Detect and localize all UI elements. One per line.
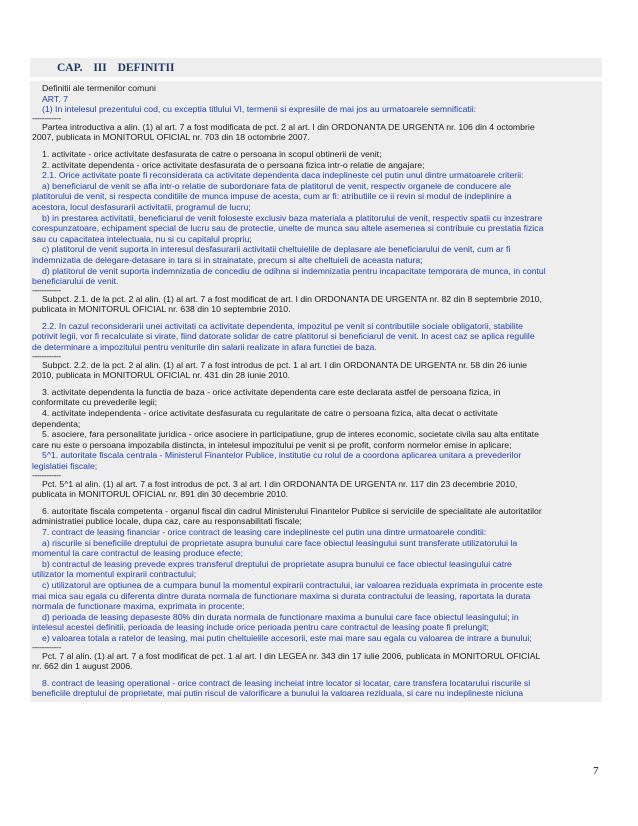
text-line: acestora, locul desfasurarii activitatii, programul de lucru; <box>32 201 251 212</box>
text-line: e) valoarea totala a ratelor de leasing, mai putin cheltuielile accesorii, este mai mare sau egala cu valoarea de intrare a bunului; <box>42 632 532 643</box>
text-line: c) utilizatorul are optiunea de a cumpara bunul la momentul expirarii contractului, iar valoarea reziduala exprimata in procente este <box>42 579 543 590</box>
text-line: Subpct. 2.1. de la pct. 2 al alin. (1) al art. 7 a fost modificat de art. I din ORDONANTA DE URGENTA nr. 82 din 8 septembrie 2010, <box>42 293 542 304</box>
text-line: b) in prestarea activitatii, beneficiarul de venit foloseste exclusiv baza materiala a platitorului de venit, respectiv spatii cu inzestrare <box>42 212 543 223</box>
text-line: Definitii ale termenilor comuni <box>42 83 156 93</box>
text-line: momentul la care contractul de leasing produce efecte; <box>32 548 244 559</box>
text-line: nr. 662 din 1 august 2006. <box>32 661 133 672</box>
text-line: Pct. 5^1 al alin. (1) al art. 7 a fost introdus de pct. 3 al art. I din ORDONANTA DE URGENTA nr. 117 din 23 decembrie 2010, <box>42 478 518 489</box>
text-line: publicata in MONITORUL OFICIAL nr. 638 din 10 septembrie 2010. <box>32 304 291 315</box>
text-line: b) contractul de leasing prevede expres transferul dreptului de proprietate asupra bunului ce face obiectul leasingului catre <box>42 558 512 569</box>
page-number: 7 <box>593 765 599 777</box>
text-line: indemnizatia de delegare-detasare in tara si in strainatate, precum si alte cheltuieli de aceasta natura; <box>32 254 423 265</box>
text-line: 7. contract de leasing financiar - orice contract de leasing care indeplineste cel putin una dintre urmatoarele conditii: <box>42 526 487 537</box>
text-line: 2007, publicata in MONITORUL OFICIAL nr. 703 din 18 octombrie 2007. <box>32 132 310 143</box>
text-line: 8. contract de leasing operational - orice contract de leasing incheiat intre locator si locatar, care transfera locatarului riscurile si <box>42 677 531 688</box>
separator-line: ------------ <box>32 350 61 361</box>
text-line: 2.1. Orice activitate poate fi reconsiderata ca activitate dependenta daca indeplineste cel putin unul dintre urmatoarele criterii: <box>42 170 524 181</box>
text-line: Subpct. 2.2. de la pct. 2 al alin. (1) al art. 7 a fost introdus de pct. 1 al art. I din ORDONANTA DE URGENTA nr. 58 din 26 iunie <box>42 359 527 370</box>
text-line: 4. activitate independenta - orice activitate desfasurata cu regularitate de catre o persoana fizica, alta decat o activitate <box>42 408 498 419</box>
chapter-header <box>30 58 602 77</box>
text-line: sau cu capacitatea intelectuala, nu si cu capitalul propriu; <box>32 233 252 244</box>
separator-line: ------------ <box>32 284 61 295</box>
text-line: d) perioada de leasing depaseste 80% din durata normala de functionare maxima a bunului care face obiectul leasingului; in <box>42 611 519 622</box>
text-line: de determinare a impozitului pentru veniturile din salarii realizate in afara functiei de baza. <box>32 342 377 353</box>
text-line: mai mica sau egala cu diferenta dintre durata normala de functionare maxima si durata contractului de leasing, raportata la durata <box>32 590 531 601</box>
chapter-title: CAP. III DEFINITII <box>57 62 175 74</box>
text-line: publicata in MONITORUL OFICIAL nr. 891 din 30 decembrie 2010. <box>32 489 289 500</box>
text-line: intelesul acestei definitii, perioada de leasing include orice perioada pentru care contractul de leasing poate fi prelungit; <box>32 622 489 633</box>
separator-line: ------------ <box>32 112 61 123</box>
text-line: 3. activitate dependenta la functia de baza - orice activitate dependenta care este declarata astfel de persoana fizica, in <box>42 386 501 397</box>
text-line: 6. autoritate fiscala competenta - organul fiscal din cadrul Ministerului Finantelor Publice si serviciile de specialitate ale autoritatilor <box>42 505 542 516</box>
text-line: ART. 7 <box>42 93 68 104</box>
text-line: 2. activitate dependenta - orice activitate desfasurata de o persoana fizica intr-o relatie de angajare; <box>42 159 425 170</box>
text-line: a) beneficiarul de venit se afla intr-o relatie de subordonare fata de platitorul de venit, respectiv organele de conducere ale <box>42 180 511 191</box>
text-line: Pct. 7 al alin. (1) al art. 7 a fost modificat de pct. 1 al art. I din LEGEA nr. 343 din 17 iulie 2006, publicata in MONITORUL OFICIAL <box>42 650 541 661</box>
separator-line: ------------ <box>32 641 61 652</box>
text-line: corespunzatoare, echipament special de lucru sau de protectie, unelte de munca sau altele asemenea si contribuie cu prestatia fizica <box>32 223 544 234</box>
text-line: potrivit legii, vor fi recalculate si virate, fiind datorate solidar de catre platitorul si beneficiarul de venit. In acest caz se aplica regulile <box>32 331 535 342</box>
separator-line: ------------ <box>32 469 61 480</box>
text-line: beneficiarului de venit. <box>32 276 119 287</box>
text-line: c) platitorul de venit suporta in interesul desfasurarii activitatii cheltuielile de deplasare ale beneficiarului de venit, cum ar fi <box>42 244 511 255</box>
article-body <box>30 81 602 702</box>
text-line: 2010, publicata in MONITORUL OFICIAL nr. 431 din 28 iunie 2010. <box>32 370 291 381</box>
text-line: 5^1. autoritate fiscala centrala - Ministerul Finantelor Publice, institutie cu rolul de a coordona aplicarea unitara a prevederilor <box>42 450 522 461</box>
document-page <box>30 58 602 702</box>
text-line: dependenta; <box>32 418 81 429</box>
text-line: (1) In intelesul prezentului cod, cu exceptia titlului VI, termenii si expresiile de mai jos au urmatoarele semnificatii: <box>42 104 477 115</box>
text-line: conformitate cu prevederile legii; <box>32 397 158 408</box>
text-line: beneficiile dreptului de proprietate, mai putin riscul de valorificare a bunului la valoarea reziduala, si care nu indeplineste niciuna <box>32 688 524 699</box>
text-line: 1. activitate - orice activitate desfasurata de catre o persoana in scopul obtinerii de venit; <box>42 148 382 159</box>
text-line: legislatiei fiscale; <box>32 461 98 471</box>
text-line: d) platitorul de venit suporta indemnizatia de concediu de odihna si indemnizatia pentru incapacitate temporara de munca, in contul <box>42 265 546 276</box>
text-line: platitorului de venit, si respecta conditiile de munca impuse de acesta, cum ar fi: atributiile ce ii revin si modul de indeplinire a <box>32 191 512 202</box>
text-line: care nu este o persoana impozabila distincta, in intelesul impozitului pe venit si pe profit, conform normelor emise in aplicare; <box>32 439 512 450</box>
text-line: 5. asociere, fara personalitate juridica - orice asociere in participatiune, grup de interes economic, societate civila sau alta entitate <box>42 429 539 440</box>
text-line: a) riscurile si beneficiile dreptului de proprietate asupra bunului care face obiectul leasingului sunt transferate utilizatorului la <box>42 537 518 548</box>
text-line: utilizator la momentul expirarii contractului; <box>32 569 197 580</box>
text-line: administratiei publice locale, dupa caz, care au responsabilitati fiscale; <box>32 516 302 527</box>
text-line: Partea introductiva a alin. (1) al art. 7 a fost modificata de pct. 2 al art. I din ORDONANTA DE URGENTA nr. 106 din 4 octombrie <box>42 121 535 132</box>
text-line: 2.2. In cazul reconsiderarii unei activitati ca activitate dependenta, impozitul pe venit si contributiile sociale obligatorii, stabilite <box>42 320 523 331</box>
text-line: normala de functionare maxima, exprimata in procente; <box>32 601 245 612</box>
